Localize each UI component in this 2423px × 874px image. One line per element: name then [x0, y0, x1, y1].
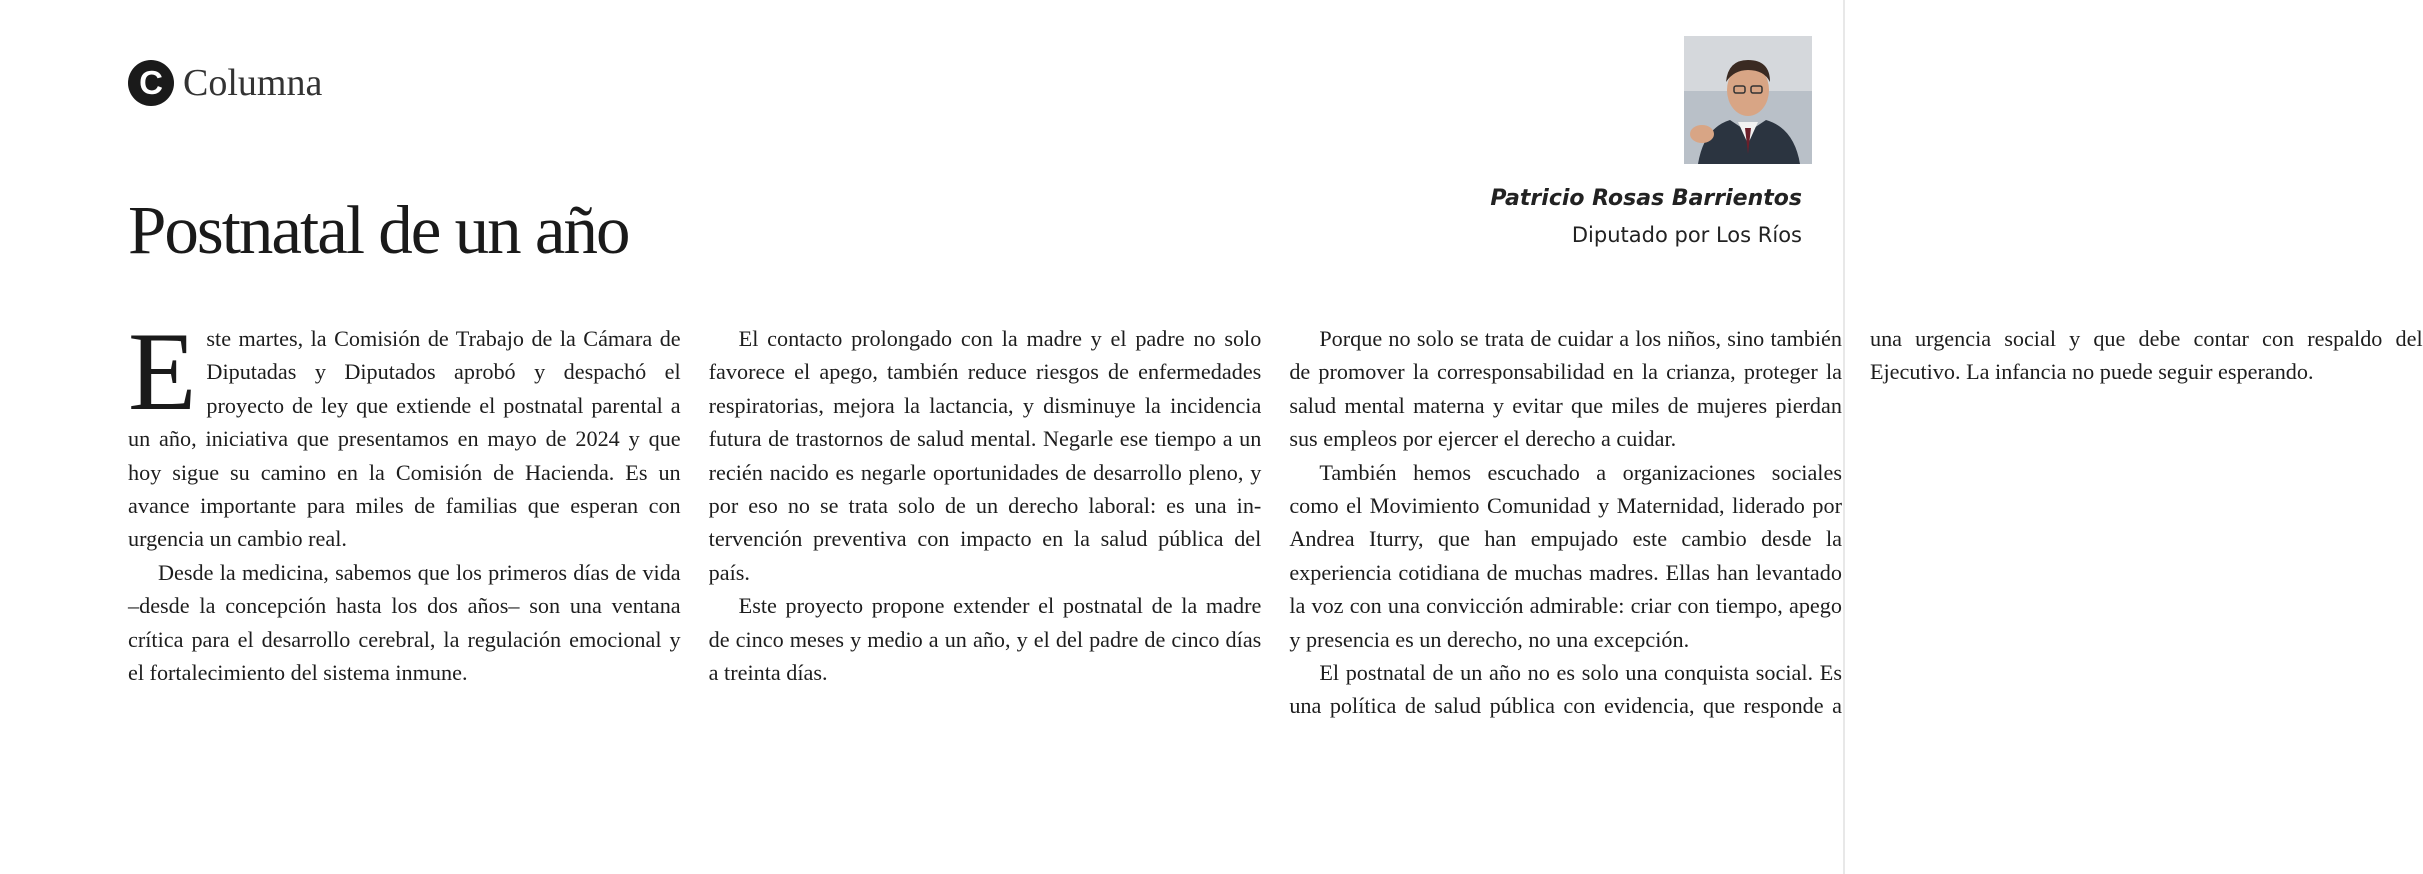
article-paragraph: También hemos escuchado a organizaciones sociales como el Movimiento Comunidad y Maternidad, liderado por Andrea Iturry, que han empujado este cambio desde la experiencia cotidiana de muchas madres. Ellas han levantado la voz con una convicción admirable: criar con tiempo, apego y presencia es un derecho, no una excepción. — [1289, 459, 1842, 652]
column-badge-icon: C — [128, 60, 174, 106]
page-edge-rule — [1843, 0, 1845, 874]
article-column-1 — [128, 310, 2423, 742]
paragraph-text: ste martes, la Comisión de Trabajo de la Cámara de Diputadas y Diputados aprobó y despachó el proyecto de ley que extiende el postnatal parental a un año, iniciativa que presentamos en mayo de 2024 y que hoy sigue su camino en la Comisión de Hacienda. Es un avance importante para miles de familias que esperan con urgencia un cambio real. — [128, 326, 681, 552]
author-role: Diputado por Los Ríos — [1571, 223, 1802, 247]
author-portrait-icon — [1684, 36, 1812, 164]
section-label: Columna — [183, 62, 323, 104]
article-paragraph: Porque no solo se trata de cuidar a los niños, sino también de promover la corresponsabilidad en la crianza, proteger la salud mental materna y evitar que miles de mujeres pierdan sus empleos por ejercer el derecho a cuidar. — [1289, 326, 1842, 452]
drop-cap: E — [128, 310, 197, 434]
article-paragraph: El postnatal de un año no es solo una conquista social. Es una política de salud pública con evidencia, que responde a una urgencia social y que debe contar con respaldo del Ejecutivo. La infancia no puede seguir esperando. — [1289, 326, 2423, 719]
article-paragraph: Este proyecto propone extender el postnatal de la madre de cinco meses y medio a un año, y el del padre de cinco días a treinta días. — [708, 593, 1262, 686]
headline: Postnatal de un año — [128, 192, 629, 268]
author-name: Patricio Rosas Barrientos — [1490, 186, 1802, 211]
article-paragraph — [128, 310, 681, 556]
section-header — [128, 60, 322, 106]
article-paragraph: El contacto prolongado con la madre y el padre no solo favorece el apego, también reduce riesgos de enfermedades respiratorias, mejora la lactancia, y disminuye la incidencia futura de trastornos de salud mental. Negarle ese tiempo a un recién nacido es negarle oportunidades de desarrollo pleno, y por eso no se trata solo de un derecho laboral: es una intervención preventiva con impacto en la salud pública del país. — [708, 326, 1262, 585]
article-paragraph: Desde la medicina, sabemos que los primeros días de vida –desde la concepción hasta los dos años– son una ventana crítica para el desarrollo cerebral, la regulación emocional y el fortalecimiento del sistema inmune. — [128, 559, 681, 686]
author-photo — [1684, 36, 1812, 164]
